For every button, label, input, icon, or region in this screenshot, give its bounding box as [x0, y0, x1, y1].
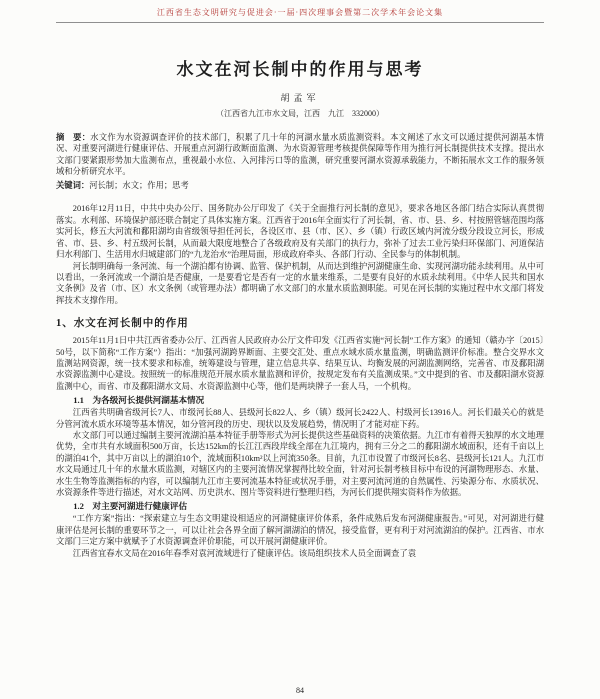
conference-proceedings-header: 江西省生态文明研究与促进会·一届·四次理事会暨第二次学术年会论文集 [56, 7, 544, 23]
abstract-text: 水文作为水资源调查评价的技术部门，积累了几十年的河湖水量水质监测资料。本文阐述了水文可以通过提供河湖基本情况、对重要河湖进行健康评估、开展重点河湖行政断面监测、为水资源管理考核提供保障等作用为推行河长制提供技术支撑。提出水文部门要紧跟形势加大监测布点，重视最小水位、入河排污口等的监测，研究重要河湖水资源承载能力，不断拓展水文工作的服务领域和分析研究水平。 [56, 133, 544, 176]
subsection-1-1-heading: 1.1 为各级河长提供河湖基本情况 [73, 395, 205, 406]
paper-body [56, 203, 544, 559]
section-1-heading: 1、水文在河长制中的作用 [56, 318, 189, 330]
author-name: 胡孟军 [280, 93, 320, 103]
intro-paragraph: 河长制明确每一条河流、每一个湖泊都有协调、监管、保护机制，从而达到维护河湖健康生命、实现河湖功能永续利用。从中可以看出，一条河流或一个湖泊是否健康，一是要看它是否有一定的水量来维系，二是要有良好的水质永续利用。《中华人民共和国水文条例》及省（市、区）水文条例（或管理办法）都明确了水文部门的水量水质监测职能。可见在河长制的实施过程中水文部门将发挥技术支撑作用。 [56, 261, 544, 305]
section-1-paragraph: 2015年11月1日中共江西省委办公厅、江西省人民政府办公厅文件印发《江西省实施“河长制”工作方案》的通知（赣办字〔2015〕50号，以下简称“工作方案”）指出：“加强河湖跨界断面、主要交汇处、重点水域水质水量监测，明确监测评价标准。整合交界水文监测站网资源，统一技术要求和标准，统筹建设与管理，建立信息共享、结果互认、均衡发展的河湖监测网络，完善省、市及鄱阳湖水资源监测中心建设。按照统一的标准规范开展水质水量监测和评价，按规定发布有关监测成果。”文中提到的省、市及鄱阳湖水资源监测中心，而省、市及鄱阳湖水文局、水资源监测中心等，他们是两块牌子一套人马，一个机构。 [56, 336, 544, 391]
intro-paragraph: 2016年12月11日，中共中央办公厅、国务院办公厅印发了《关于全面推行河长制的意见》，要求各地区各部门结合实际认真贯彻落实。水利部、环境保护部还联合制定了具体实施方案。江西省于2016年全面实行了河长制，省、市、县、乡、村按照管辖范围均落实河长，修五大河流和鄱阳湖均由省级领导担任河长，各设区市、县（市、区）、乡（镇）行政区域内河流分级分段设立河长，形成省、市、县、乡、村五级河长制，从而最大限度地整合了各级政府及有关部门的执行力，弥补了过去工业污染归环保部门、河道保洁归水利部门、生活用水归城建部门的“九龙治水”治理局面，形成政府牵头、各部门行动、全民参与的体制机制。 [56, 204, 544, 260]
keywords-text: 河长制；水文；作用；思考 [89, 181, 189, 191]
page-number: 84 [296, 686, 304, 695]
abstract-block [56, 132, 544, 177]
subsection-1-1-paragraph: 江西省共明确省级河长7人、市级河长88人、县级河长822人、乡（镇）级河长2422人、村级河长13916人。河长们最关心的就是分管河流水质水环境等基本情况，如分管河段的历史、现状以及发展趋势，情况明了才能对症下药。 [56, 408, 544, 429]
keywords-block [56, 180, 544, 191]
subsection-1-2-heading: 1.2 对主要河湖进行健康评估 [73, 501, 188, 512]
author-affiliation: （江西省九江市水文局，江西 九江 332000） [216, 109, 384, 118]
abstract-label: 摘 要： [56, 133, 91, 142]
subsection-1-2-paragraph: “工作方案”指出：“探索建立与生态文明建设相适应的河湖健康评价体系，条件成熟后发布河湖健康报告。”可见，对河湖进行健康评估是河长制的重要环节之一，可以让社会各界全面了解河湖湖泊的情况，接受监督，更有利于对河流湖泊的保护。江西省、市水文部门三定方案中就赋予了水资源调查评价职能，可以开展河湖健康评价。 [56, 514, 544, 547]
keywords-label: 关键词： [56, 181, 90, 191]
paper-title: 水文在河长制中的作用与思考 [176, 60, 424, 79]
subsection-1-2-paragraph: 江西省宜春水文局在2016年春季对袁河流域进行了健康评估。该局组织技术人员全面调查了袁 [72, 548, 417, 558]
subsection-1-1-paragraph: 水文部门可以通过编制主要河流湖泊基本特征手册等形式为河长提供这些基础资料的决策依据。九江市有着得天独厚的水文地理优势，全市共有水域面积500万亩，长达152km的长江江西段岸线全部在九江境内，拥有三分之二的鄱阳湖水域面积，还有千亩以上的湖泊41个，其中万亩以上的湖泊10个，流域面积10km²以上河流350条。目前，九江市设置了市级河长8名、县级河长121人。九江市水文局通过几十年的水量水质监测，对辖区内的主要河流情况掌握得比较全面，针对河长制考核目标中布设的河湖物理形态、水量、水生生物等监测指标的内容，可以编制九江市主要河流基本特征或状况手册，对主要河流河道的自然属性、污染源分布、水质状况、水资源条件等进行描述，对水文站网、历史洪水、图片等资料进行整理归档，为河长们提供翔实资料作为依据。 [56, 430, 544, 498]
